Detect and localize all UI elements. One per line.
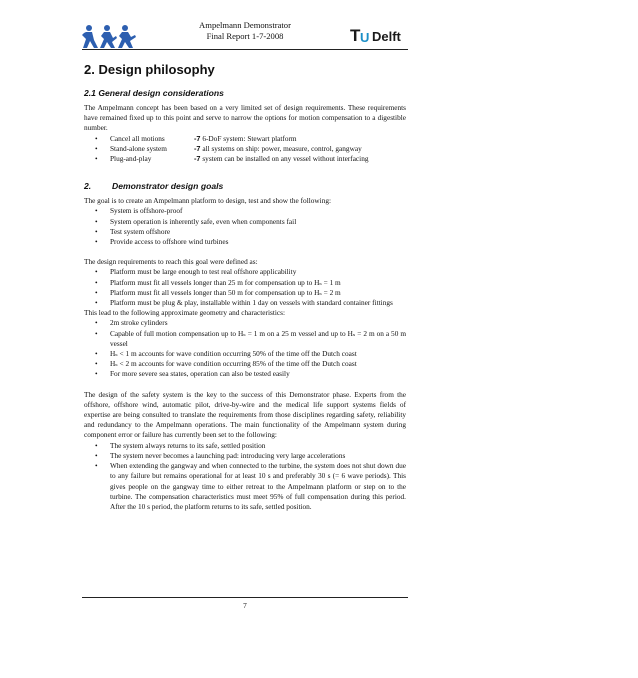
list-item: • Platform must fit all vessels longer than 25 m for compensation up to Hₛ = 1 m <box>84 278 406 288</box>
requirements-intro: The design requirements to reach this goal were defined as: <box>84 257 258 267</box>
footer-divider <box>82 597 408 598</box>
general-paragraph: The Ampelmann concept has been based on a very limited set of design requirements. These requirements have remained fixed up to this point and serve to narrow the options for motion compensation to a digestible number. <box>84 103 406 133</box>
section-heading-general: 2.1 General design considerations <box>84 88 224 98</box>
geometry-intro: This lead to the following approximate geometry and characteristics: <box>84 308 286 318</box>
geometry-list <box>84 318 406 379</box>
list-item: • 2m stroke cylinders <box>84 318 406 328</box>
tudelft-logo-t: T <box>350 26 360 45</box>
list-item: • Platform must fit all vessels longer than 50 m for compensation up to Hₛ = 2 m <box>84 288 406 298</box>
list-item: • The system never becomes a launching pad: introducing very large accelerations <box>84 451 406 461</box>
list-item: • Plug-and-play -7 system can be installed on any vessel without interfacing <box>84 154 406 164</box>
list-item: • Stand-alone system -7 all systems on ship: power, measure, control, gangway <box>84 144 406 154</box>
tudelft-logo <box>350 22 412 48</box>
header-line-1: Ampelmann Demonstrator <box>199 20 291 30</box>
list-item: • Platform must be plug & play, installable within 1 day on vessels with standard container fittings <box>84 298 406 308</box>
safety-list <box>84 441 406 512</box>
goals-list <box>84 206 406 247</box>
list-item: • System operation is inherently safe, even when components fail <box>84 217 406 227</box>
header-divider <box>82 49 408 50</box>
goals-intro: The goal is to create an Ampelmann platform to design, test and show the following: <box>84 196 332 206</box>
general-considerations-list <box>84 134 406 165</box>
list-item: • When extending the gangway and when connected to the turbine, the system does not shut down due to any failure but remains operational for at least 10 s and preferably 30 s (= 6 wave periods). This gives people on the gangway time to either retreat to the Ampelmann platform or step on to the turbine. The compensation characteristics must meet 95% of full compensation during this period. After the 10 s period, the platform returns to its safe, settled position. <box>84 461 406 512</box>
list-item: • Capable of full motion compensation up to Hₛ = 1 m on a 25 m vessel and up to Hₛ = 2 m on a 50 m vessel <box>84 329 406 349</box>
list-item: • The system always returns to its safe, settled position <box>84 441 406 451</box>
list-item: • Hₛ < 1 m accounts for wave condition occurring 50% of the time off the Dutch coast <box>84 349 406 359</box>
section-heading-goals: 2. Demonstrator design goals <box>84 181 224 192</box>
list-item: • Provide access to offshore wind turbines <box>84 237 406 247</box>
tudelft-logo-u: U <box>360 30 370 45</box>
safety-paragraph: The design of the safety system is the key to the success of this Demonstrator phase. Experts from the offshore, offshore wind, automatic pilot, drive-by-wire and the medical life support systems fields of expertise are being consulted to translate the requirements from those disciplines regarding safety, reliability and redundancy to the Ampelmann operations. The main functionality of the Ampelmann system during component error or failure has currently been set to the following: <box>84 389 406 440</box>
tudelft-logo-delft: Delft <box>372 29 401 44</box>
list-item: • For more severe sea states, operation can also be tested easily <box>84 369 406 379</box>
page-body <box>84 62 406 512</box>
page-header <box>82 18 408 52</box>
page-number: 7 <box>243 601 247 610</box>
list-item: • Test system offshore <box>84 227 406 237</box>
header-line-2: Final Report 1-7-2008 <box>206 31 284 41</box>
list-item: • Hₛ < 2 m accounts for wave condition occurring 85% of the time off the Dutch coast <box>84 359 406 369</box>
chapter-title: 2. Design philosophy <box>84 62 215 77</box>
list-item: • Platform must be large enough to test real offshore applicability <box>84 267 406 277</box>
list-item: • System is offshore-proof <box>84 206 406 216</box>
requirements-list <box>84 267 406 308</box>
list-item: • Cancel all motions -7 6-DoF system: Stewart platform <box>84 134 406 144</box>
